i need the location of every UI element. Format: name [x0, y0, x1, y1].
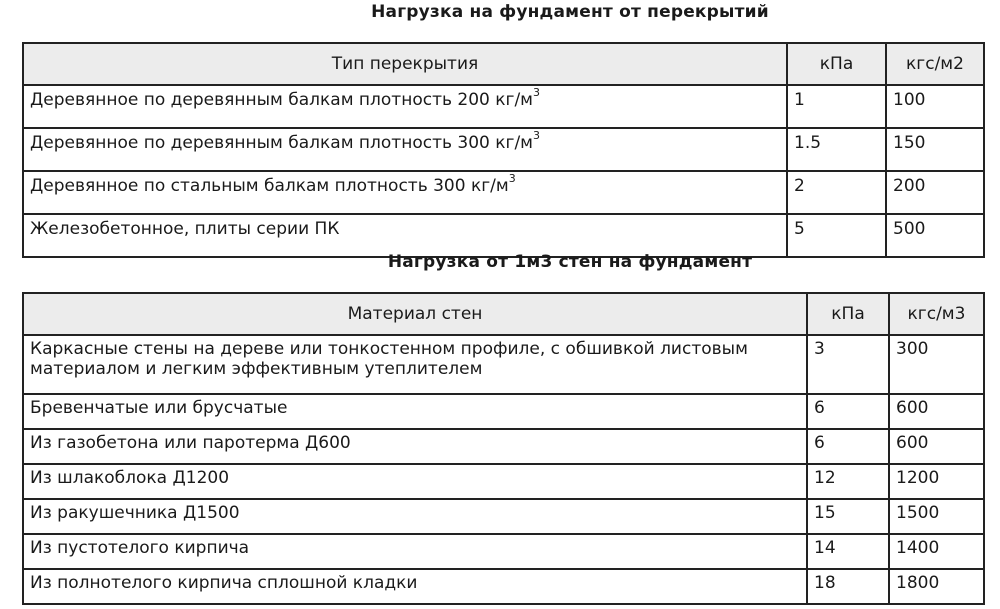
table-row — [23, 464, 984, 499]
floor-load-table — [22, 42, 985, 258]
table-header-row — [23, 293, 984, 335]
kgs-cell: 1400 — [889, 534, 984, 569]
wall-load-table — [22, 292, 985, 605]
table-row — [23, 128, 984, 171]
kpa-cell: 1 — [787, 85, 886, 128]
kgs-cell: 1500 — [889, 499, 984, 534]
kgs-cell: 1200 — [889, 464, 984, 499]
column-header-floor-type: Тип перекрытия — [23, 43, 787, 85]
column-header-wall-material: Материал стен — [23, 293, 807, 335]
table-header-row — [23, 43, 984, 85]
kpa-cell: 6 — [807, 429, 889, 464]
wall-load-caption: Нагрузка от 1м3 стен на фундамент — [387, 252, 753, 272]
table-row — [23, 429, 984, 464]
column-header-kgs: кгс/м3 — [889, 293, 984, 335]
column-header-kpa: кПа — [787, 43, 886, 85]
kpa-cell: 5 — [787, 214, 886, 257]
floor-type-cell: Деревянное по деревянным балкам плотность 300 $кг/м^3$ — [23, 128, 787, 171]
kpa-cell: 1.5 — [787, 128, 886, 171]
floor-type-cell: Деревянное по деревянным балкам плотность 200 $кг/м^3$ — [23, 85, 787, 128]
table-row — [23, 394, 984, 429]
wall-material-cell: Из пустотелого кирпича — [23, 534, 807, 569]
column-header-kgs: кгс/м2 — [886, 43, 984, 85]
kgs-cell: 150 — [886, 128, 984, 171]
kgs-cell: 300 — [889, 335, 984, 394]
kpa-cell: 14 — [807, 534, 889, 569]
floor-type-cell: Железобетонное, плиты серии ПК — [23, 214, 787, 257]
kgs-cell: 500 — [886, 214, 984, 257]
table-row — [23, 534, 984, 569]
wall-material-cell: Из ракушечника Д1500 — [23, 499, 807, 534]
kpa-cell: 15 — [807, 499, 889, 534]
table-row — [23, 499, 984, 534]
floor-load-caption: Нагрузка на фундамент от перекрытий — [371, 2, 769, 22]
wall-material-cell: Каркасные стены на дереве или тонкостенном профиле, с обшивкой листовым материалом и легким эффективным утеплителем — [23, 335, 807, 394]
wall-material-cell: Из шлакоблока Д1200 — [23, 464, 807, 499]
table-row — [23, 569, 984, 604]
kgs-cell: 600 — [889, 394, 984, 429]
kpa-cell: 12 — [807, 464, 889, 499]
table-row — [23, 214, 984, 257]
kpa-cell: 2 — [787, 171, 886, 214]
wall-material-cell: Из газобетона или паротерма Д600 — [23, 429, 807, 464]
floor-type-cell: Деревянное по стальным балкам плотность 300 $кг/м^3$ — [23, 171, 787, 214]
wall-material-cell: Из полнотелого кирпича сплошной кладки — [23, 569, 807, 604]
table-row — [23, 171, 984, 214]
kgs-cell: 100 — [886, 85, 984, 128]
table-row — [23, 335, 984, 394]
wall-material-cell: Бревенчатые или брусчатые — [23, 394, 807, 429]
kgs-cell: 600 — [889, 429, 984, 464]
table-row — [23, 85, 984, 128]
kpa-cell: 3 — [807, 335, 889, 394]
column-header-kpa: кПа — [807, 293, 889, 335]
kgs-cell: 200 — [886, 171, 984, 214]
kpa-cell: 6 — [807, 394, 889, 429]
kgs-cell: 1800 — [889, 569, 984, 604]
kpa-cell: 18 — [807, 569, 889, 604]
